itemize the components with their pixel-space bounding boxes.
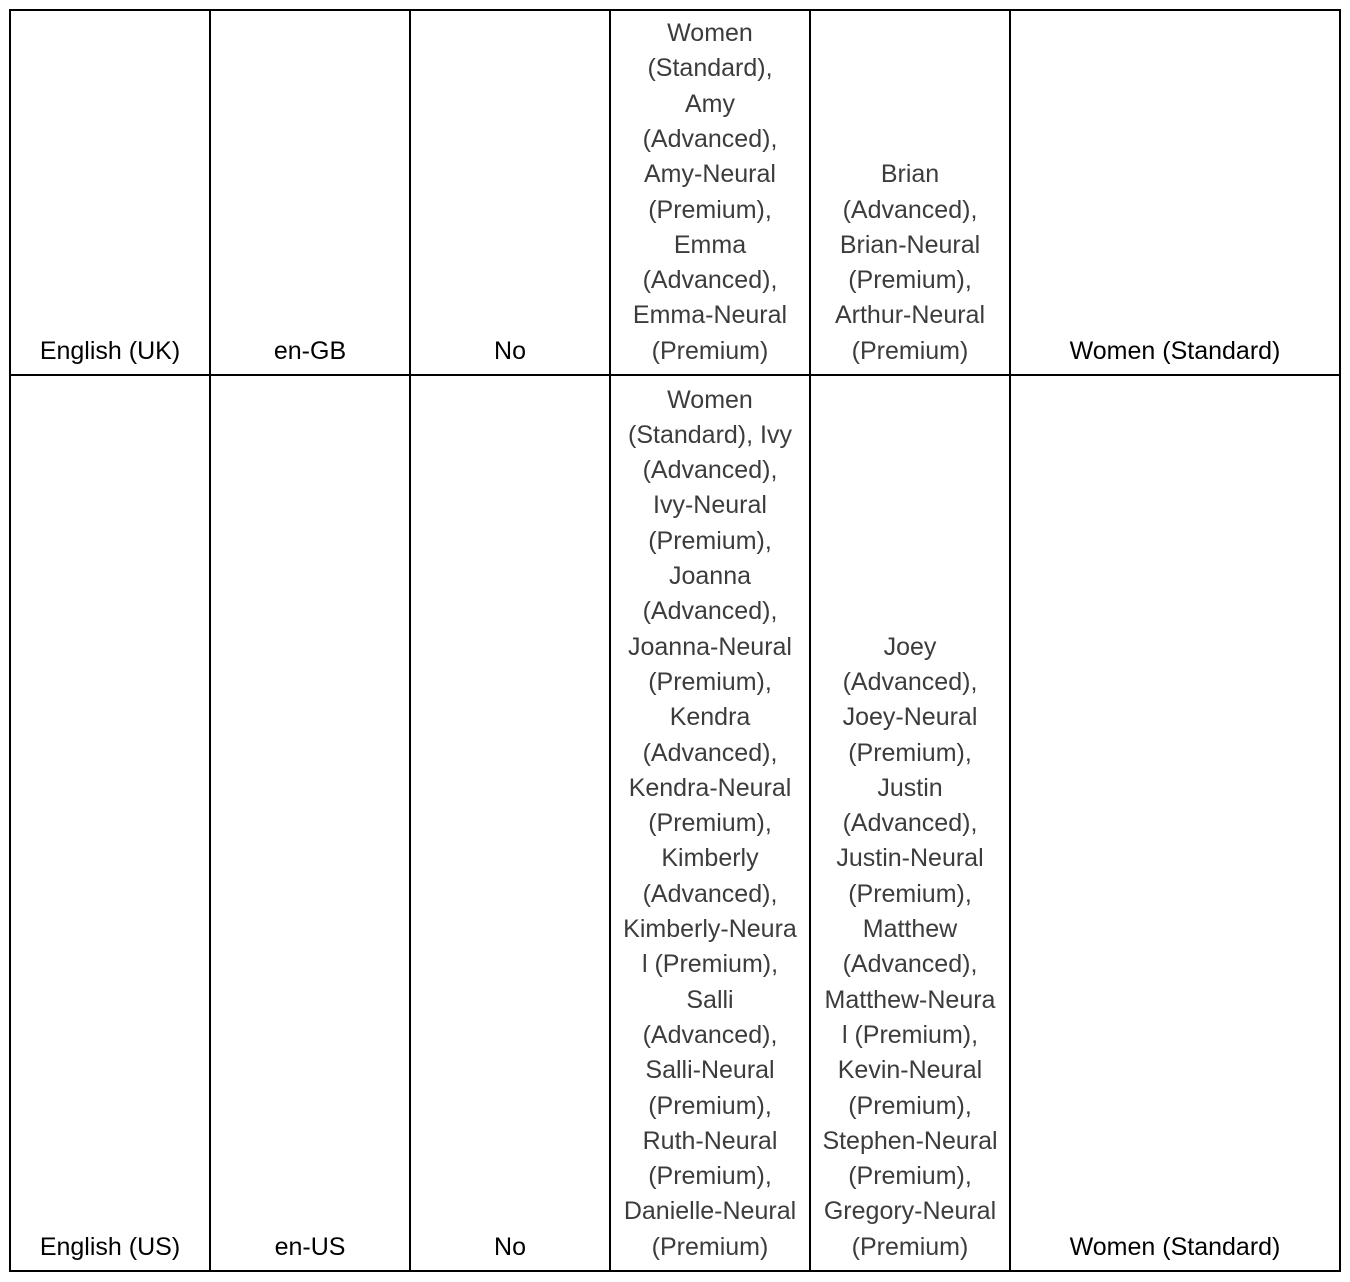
voice-line: (Advanced),: [642, 879, 778, 908]
voice-line: (Premium),: [848, 738, 972, 767]
voice-line: Ruth-Neural: [642, 1126, 778, 1155]
voice-languages-table: [9, 9, 1341, 1272]
voice-line: (Advanced),: [642, 738, 778, 767]
voice-line: (Standard), Ivy: [628, 420, 792, 449]
voice-line: Emma: [673, 230, 747, 259]
voice-line: (Premium): [651, 336, 769, 365]
voice-line: Kimberly: [661, 844, 759, 873]
language-code-cell: en-GB: [210, 10, 410, 375]
voice-line: Amy: [685, 89, 735, 118]
voice-line: Joanna-Neural: [628, 632, 792, 661]
voice-line: (Advanced),: [642, 597, 778, 626]
voice-line: (Premium),: [848, 1091, 972, 1120]
voice-line: Stephen-Neural: [822, 1126, 998, 1155]
voice-line: (Advanced),: [642, 124, 778, 153]
voice-line: l (Premium),: [841, 1020, 979, 1049]
voice-line: (Premium),: [848, 1162, 972, 1191]
voice-line: l (Premium),: [641, 950, 779, 979]
voice-line: Joey: [883, 632, 937, 661]
table-row: [10, 375, 1340, 1271]
voice-line: (Premium),: [648, 1162, 772, 1191]
voice-line: Joey-Neural: [842, 703, 978, 732]
male-voices-cell: [810, 10, 1010, 375]
voice-line: Emma-Neural: [632, 301, 788, 330]
voice-line: Kimberly-Neura: [623, 915, 797, 944]
voice-line: (Advanced),: [842, 950, 978, 979]
table-row: [10, 10, 1340, 375]
voice-line: (Premium): [651, 1232, 769, 1261]
default-voice-cell: Women (Standard): [1010, 375, 1340, 1271]
voice-line: (Advanced),: [642, 266, 778, 295]
voice-line: Brian-Neural: [839, 230, 981, 259]
voice-line: (Premium),: [848, 879, 972, 908]
voice-line: Women: [667, 385, 753, 414]
voice-line: Arthur-Neural: [834, 301, 986, 330]
male-voices-cell: [810, 375, 1010, 1271]
voice-line: (Premium),: [648, 809, 772, 838]
language-code-cell: en-US: [210, 375, 410, 1271]
voice-line: Danielle-Neural: [623, 1197, 797, 1226]
flag-cell: No: [410, 375, 610, 1271]
voice-line: Salli: [686, 985, 734, 1014]
voice-line: Women: [667, 19, 753, 48]
voice-line: Matthew-Neura: [824, 985, 996, 1014]
voice-line: Ivy-Neural: [653, 491, 767, 520]
voice-line: Kendra: [669, 703, 751, 732]
voice-line: Kevin-Neural: [837, 1056, 983, 1085]
female-voices-cell: [610, 375, 810, 1271]
voice-line: (Advanced),: [842, 667, 978, 696]
voice-line: Matthew: [862, 915, 958, 944]
voice-line: (Premium),: [648, 667, 772, 696]
voice-line: Justin: [877, 773, 943, 802]
voice-line: (Advanced),: [842, 809, 978, 838]
voice-line: (Advanced),: [842, 195, 978, 224]
voice-line: Amy-Neural: [644, 160, 776, 189]
voice-line: Kendra-Neural: [628, 773, 792, 802]
language-cell: English (UK): [10, 10, 210, 375]
voice-line: (Premium): [851, 1232, 969, 1261]
voice-line: Salli-Neural: [645, 1056, 775, 1085]
flag-cell: No: [410, 10, 610, 375]
voice-line: Brian: [880, 160, 940, 189]
voice-line: (Premium),: [648, 526, 772, 555]
voice-line: (Premium): [851, 336, 969, 365]
female-voices-cell: [610, 10, 810, 375]
voice-line: (Advanced),: [642, 1020, 778, 1049]
voice-line: Justin-Neural: [836, 844, 984, 873]
voice-line: Joanna: [668, 562, 752, 591]
voice-line: (Premium),: [848, 266, 972, 295]
language-cell: English (US): [10, 375, 210, 1271]
voice-line: (Standard),: [647, 54, 773, 83]
voice-line: (Premium),: [648, 1091, 772, 1120]
voice-line: (Premium),: [648, 195, 772, 224]
voice-line: Gregory-Neural: [823, 1197, 997, 1226]
voice-line: (Advanced),: [642, 456, 778, 485]
default-voice-cell: Women (Standard): [1010, 10, 1340, 375]
